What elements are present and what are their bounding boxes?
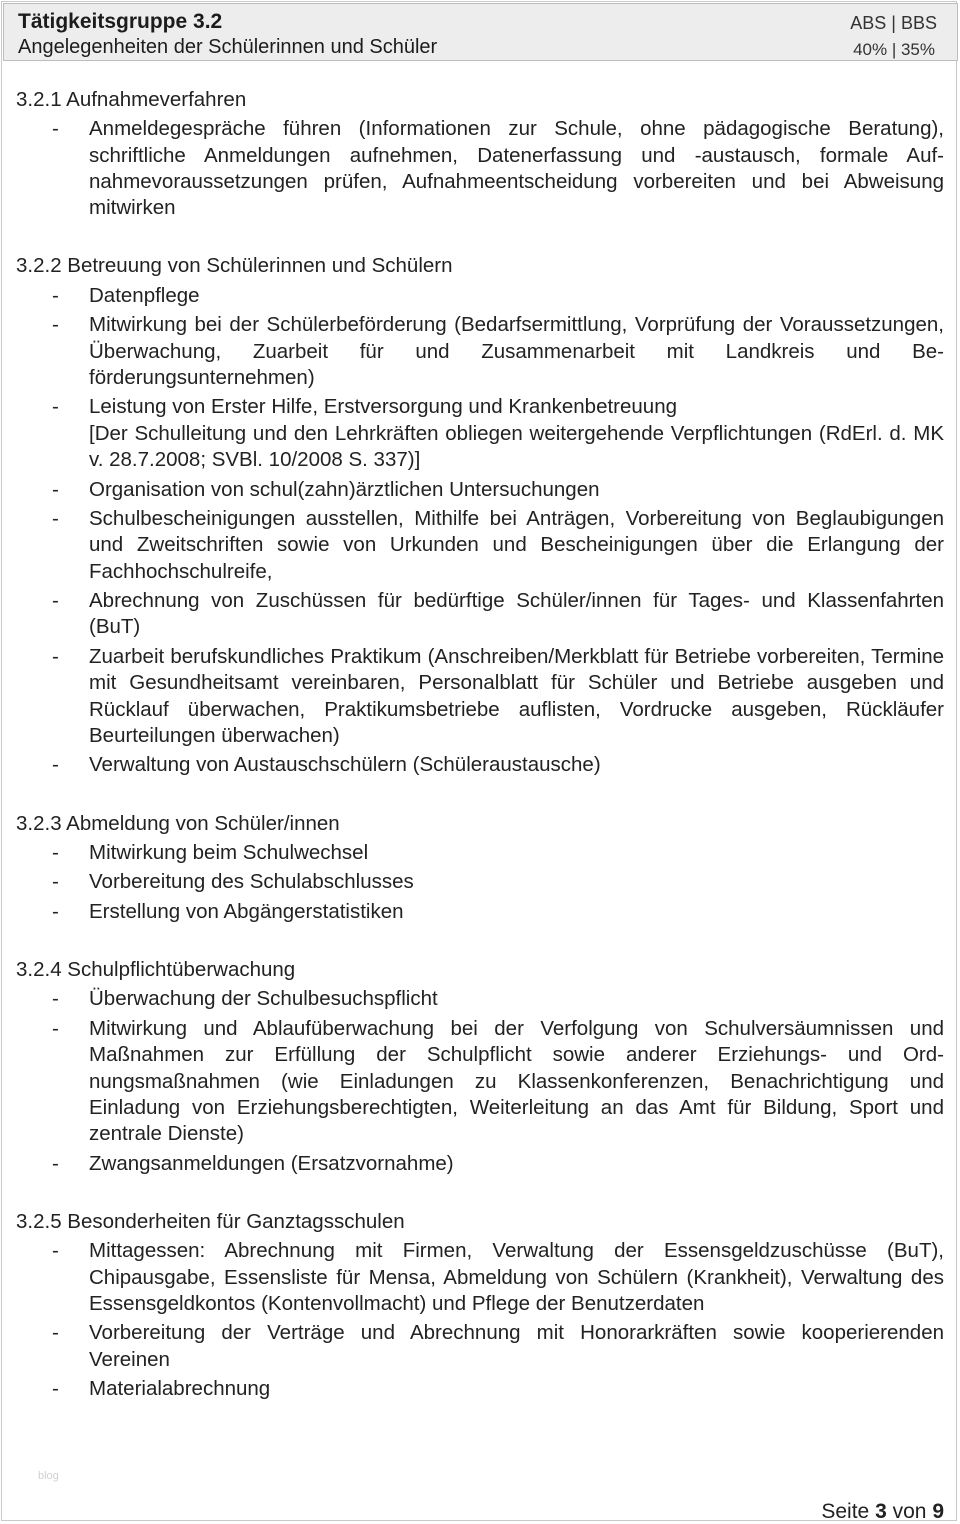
list-item (16, 1320, 944, 1373)
list-item-text: Abrechnung von Zuschüssen für bedürftige Schüler/innen für Tages- und Klassenfahrten (BuT) (89, 589, 944, 639)
list-item (16, 840, 944, 866)
page-header (3, 3, 958, 61)
list-item-text: Anmeldegespräche führen (Informationen zur Schule, ohne pädagogische Beratung), schriftliche Anmeldungen aufnehmen, Datenerfassung und -austausch, formale Aufnahmevoraussetzungen prüfen, Aufnahmeentscheidung vorbereiten und bei Abweisung mitwirken (89, 117, 944, 220)
list-item (16, 1238, 944, 1317)
list-item (16, 869, 944, 895)
bullet-dash: - (52, 987, 59, 1011)
page-number (821, 1500, 944, 1524)
list-item-text: Mitwirkung und Ablaufüberwachung bei der Verfolgung von Schulversäumnissen und Maßnahmen zur Erfüllung der Schulpflicht sowie anderer Erziehungs- und Ordnungsmaßnahmen (wie Einladungen zu Klassenkonferenzen, Benachrichtigung und Einladung von Erziehungsberechtigten, Weiterleitung an das Amt für Bildung, Sport und zentrale Dienste) (89, 1016, 944, 1146)
list-item-text: Materialabrechnung (89, 1377, 271, 1401)
list-item (16, 1151, 944, 1177)
header-title: Tätigkeitsgruppe 3.2 (18, 10, 223, 33)
bullet-dash: - (52, 395, 59, 419)
bullet-dash: - (52, 313, 59, 337)
section-abmeldung (16, 811, 944, 926)
list-item (16, 506, 944, 585)
list-item-text: Zwangsanmeldungen (Ersatzvornahme) (89, 1151, 454, 1175)
list-item-text: Überwachung der Schulbesuchspflicht (89, 987, 438, 1011)
watermark: blog (38, 1470, 59, 1482)
section-title: 3.2.5 Besonderheiten für Ganztagsschulen (16, 1209, 405, 1233)
bullet-dash: - (52, 589, 59, 613)
section-schulpflicht (16, 957, 944, 1177)
list-item (16, 477, 944, 503)
list-item-text: Schulbescheinigungen ausstellen, Mithilfe bei Anträgen, Vorbereitung von Beglaubigungen und Zweitschriften sowie von Urkunden und Bescheinigungen über die Erlangung der Fachhochschulreife, (89, 507, 944, 583)
bullet-dash: - (52, 477, 59, 501)
list-item-text: Mittagessen: Abrechnung mit Firmen, Verwaltung der Essensgeldzuschüsse (BuT), Chipausgabe, Essensliste für Mensa, Abmeldung von Schülern (Krankheit), Verwaltung des Essensgeldkontos (Kontenvollmacht) und Pflege der Benutzerdaten (89, 1239, 944, 1315)
list-item-text: Vorbereitung der Verträge und Abrechnung mit Honorarkräften sowie kooperierenden Vereinen (89, 1321, 944, 1371)
bullet-dash: - (52, 1151, 59, 1175)
header-percentages: 40% | 35% (853, 40, 935, 59)
list-item (16, 116, 944, 221)
list-item (16, 1016, 944, 1147)
list-item-text: Zuarbeit berufskundliches Praktikum (Anschreiben/Merkblatt für Betriebe vorbereiten, Termine mit Gesundheitsamt vereinbaren, Personalblatt für Schüler und Betriebe ausgeben und Rücklauf überwachen, Praktikumsbetriebe auflisten, Vordrucke ausgeben, Rückläufer Beurteilungen überwachen) (89, 644, 944, 747)
bullet-dash: - (52, 840, 59, 864)
list-item (16, 588, 944, 641)
section-title: 3.2.3 Abmeldung von Schüler/innen (16, 811, 340, 835)
page-label: Seite (821, 1500, 870, 1523)
bullet-dash: - (52, 507, 59, 531)
list-item-text: Organisation von schul(zahn)ärztlichen Untersuchungen (89, 477, 600, 501)
section-title: 3.2.1 Aufnahmeverfahren (16, 88, 247, 111)
section-aufnahmeverfahren (16, 87, 944, 221)
bullet-dash: - (52, 1239, 59, 1263)
bullet-dash: - (52, 117, 59, 141)
document-content (16, 87, 944, 1434)
page-sep: von (892, 1500, 927, 1523)
list-item-text: Vorbereitung des Schulabschlusses (89, 870, 414, 894)
list-item-text: Erstellung von Abgängerstatistiken (89, 899, 404, 923)
bullet-dash: - (52, 1016, 59, 1040)
list-item (16, 752, 944, 778)
list-item (16, 1376, 944, 1402)
list-item-text: Leistung von Erster Hilfe, Erstversorgung und Krankenbetreuung (89, 395, 678, 419)
current-page: 3 (875, 1500, 887, 1523)
total-pages: 9 (932, 1500, 944, 1523)
list-item (16, 986, 944, 1012)
list-item (16, 394, 944, 420)
list-item (16, 644, 944, 749)
legal-note: [Der Schulleitung und den Lehrkräften obliegen weitergehende Verpflichtungen (RdErl. d. MK v. 28.7.2008; SVBl. 10/2008 S. 337)] (89, 421, 944, 472)
list-item-text: Mitwirkung beim Schulwechsel (89, 840, 369, 864)
bullet-dash: - (52, 899, 59, 923)
list-item-text: Mitwirkung bei der Schülerbeförderung (Bedarfsermittlung, Vorprüfung der Voraussetzungen, Überwachung, Zuarbeit für und Zusammenarbeit mit Landkreis und Beförderungsunternehmen) (89, 313, 944, 389)
list-item-text: Verwaltung von Austauschschülern (Schüleraustausche) (89, 753, 601, 777)
list-item-text: Datenpflege (89, 283, 200, 307)
list-item (16, 899, 944, 925)
header-subtitle: Angelegenheiten der Schülerinnen und Schüler (18, 36, 438, 58)
bullet-dash: - (52, 753, 59, 777)
section-title: 3.2.4 Schulpflichtüberwachung (16, 958, 296, 982)
bullet-dash: - (52, 644, 59, 668)
list-item (16, 283, 944, 309)
bullet-dash: - (52, 283, 59, 307)
list-item (16, 312, 944, 391)
section-title: 3.2.2 Betreuung von Schülerinnen und Schülern (16, 254, 453, 278)
bullet-dash: - (52, 870, 59, 894)
section-ganztagsschulen (16, 1209, 944, 1402)
section-betreuung (16, 253, 944, 778)
bullet-dash: - (52, 1377, 59, 1401)
bullet-dash: - (52, 1321, 59, 1345)
header-school-types: ABS | BBS (850, 13, 937, 33)
